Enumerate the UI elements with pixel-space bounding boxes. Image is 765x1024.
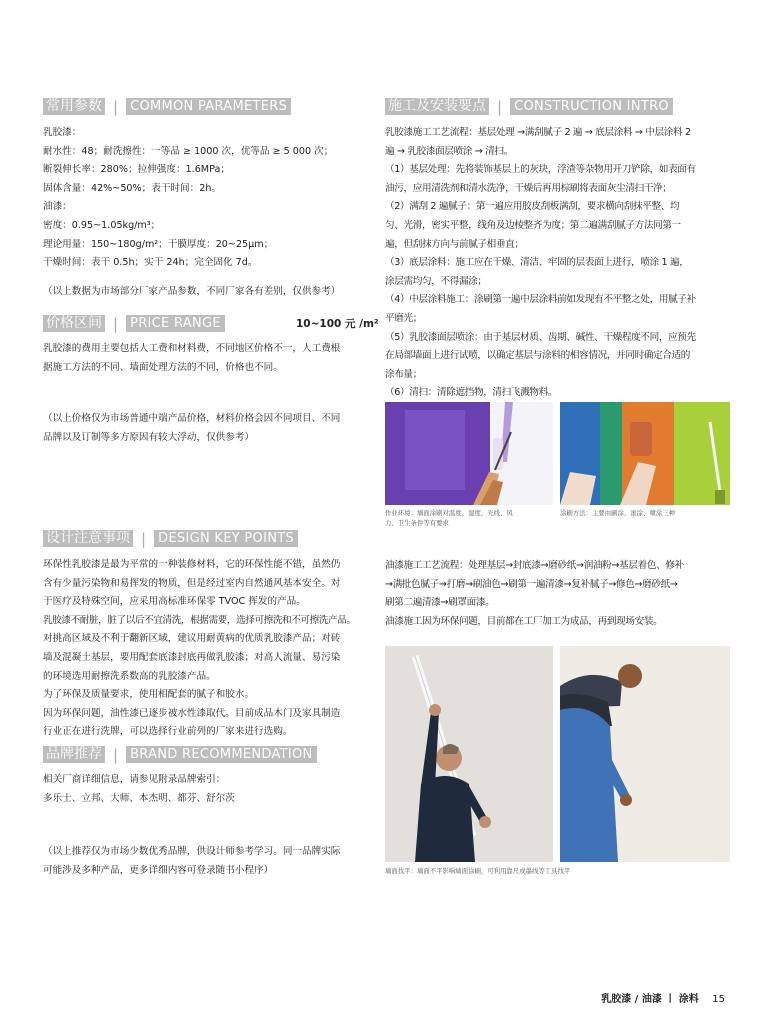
- text-line: 涂布量；: [385, 368, 422, 380]
- text-line: 因为环保问题，油性漆已逐步被水性漆取代。目前成品木门及家具制造: [43, 707, 341, 719]
- header-en: CONSTRUCTION INTRO: [510, 98, 673, 115]
- price-range-value: 10~100 元 /m²: [296, 318, 379, 330]
- caption-line: 作业环境：墙面涂刷对温度、湿度、光线、风: [385, 509, 513, 517]
- text-line: 匀、光滑，密实平整，线角及边棱整齐为度；第二遍满刮腻子方法同第一: [385, 219, 681, 231]
- header-en: COMMON PARAMETERS: [126, 98, 291, 115]
- text-line: 理论用量：150~180g/m²；干膜厚度：20~25μm；: [43, 238, 274, 250]
- text-line: 乳胶漆施工工艺流程：基层处理 →满刮腻子 2 遍 → 底层涂料 → 中层涂料 2: [385, 127, 691, 138]
- price-text: [43, 340, 340, 377]
- text-line: 涂层需均匀，不得漏涂；: [385, 275, 487, 287]
- text-line: 油漆施工工艺流程：处理基层→封底漆→磨砂纸→润油粉→基层着色、修补: [385, 560, 684, 571]
- text-line: （3）底层涂料：施工应在干燥、清洁、牢固的层表面上进行，喷涂 1 遍，: [385, 257, 689, 269]
- text-line: 对挑高区域及不利于翻新区域，建议用耐黄病的优质乳胶漆产品；对砖: [43, 633, 341, 645]
- photo-caption: 涂刷方法：主要由刷涂、滚涂、喷涂三种: [560, 509, 676, 517]
- oil-paint-text: [385, 557, 684, 631]
- text-line: 油漆施工因为环保问题，目前都在工厂加工为成品，再到现场安装。: [385, 615, 663, 627]
- header-zh: 设计注意事项: [43, 530, 133, 547]
- photo-worker-blue-shirt: [560, 646, 730, 862]
- price-note: [43, 410, 340, 447]
- header-divider: |: [497, 97, 503, 116]
- text-line: 干燥时间：表干 0.5h；实干 24h；完全固化 7d。: [43, 257, 258, 269]
- design-text: [43, 556, 356, 742]
- text-line: （4）中层涂料施工：涂刷第一遍中层涂料前如发现有不平整之处，用腻子补: [385, 294, 696, 306]
- text-line: 在局部墙面上进行试喷，以确定基层与涂料的相容情况，并同时确定合适的: [385, 350, 691, 362]
- footer-section-title: 乳胶漆 / 油漆 丨 涂料: [601, 994, 699, 1005]
- text-line: 乳胶漆不耐脏，脏了以后不宜清洗，根据需要，选择可擦洗和不可擦洗产品。: [43, 614, 356, 626]
- photo-worker-leveling-wall: [385, 646, 553, 862]
- photo-caption: 墙面找平：墙面不平影响墙面涂刷，可利用靠尺或墨线等工具找平: [385, 867, 571, 875]
- photo-caption: [385, 508, 555, 528]
- text-line: 为了环保及质量要求，使用相配套的腻子和胶水。: [43, 689, 255, 701]
- note-line: （以上推荐仅为市场少数优秀品牌，供设计师参考学习。同一品牌实际: [43, 846, 341, 857]
- text-line: 行业正在进行洗牌，可以选择行业前列的厂家来进行选购。: [43, 726, 293, 738]
- text-line: 刷第二遍清漆→刷罩面漆。: [385, 597, 495, 609]
- page-number: 15: [712, 994, 725, 1005]
- brand-note: [43, 843, 340, 880]
- note-line: 可能涉及多种产品，更多详细内容可登录随书小程序）: [43, 864, 274, 876]
- note-line: （以上数据为市场部分厂家产品参数，不同厂家各有差别，仅供参考）: [43, 286, 341, 297]
- header-en: DESIGN KEY POINTS: [154, 530, 298, 547]
- section-header-price: [43, 315, 225, 332]
- photo-purple-wall-painting: [385, 402, 553, 505]
- text-line: 含有少量污染物和易挥发的物质，但是经过室内自然通风基本安全。对: [43, 577, 341, 589]
- section-header-parameters: [43, 98, 291, 115]
- header-zh: 常用参数: [43, 98, 105, 115]
- text-line: 于医疗及特殊空间，应采用高标准环保零 TVOC 挥发的产品。: [43, 596, 306, 608]
- header-zh: 施工及安装要点: [385, 98, 489, 115]
- text-line: （1）基层处理：先将装饰基层上的灰块，浮渣等杂物用开刀铲除，如表面有: [385, 164, 696, 176]
- text-line: 墙及混凝土基层，要用配套底漆封底再做乳胶漆；对高人流量、易污染: [43, 651, 341, 663]
- parameters-note: [43, 283, 340, 302]
- caption-line: 力、卫生条件等有要求: [385, 519, 449, 527]
- text-line: 断裂伸长率：280%；拉伸强度：1.6MPa；: [43, 164, 230, 176]
- text-line: 遍，但刮抹方向与前腻子相垂直；: [385, 238, 524, 250]
- text-line: 耐水性：48；耐洗擦性：一等品 ≥ 1000 次，优等品 ≥ 5 000 次；: [43, 145, 334, 157]
- text-line: 多乐士、立邦、大师、本杰明、都芬、舒尔茨: [43, 792, 235, 804]
- text-line: 密度：0.95~1.05kg/m³；: [43, 219, 161, 231]
- header-divider: |: [113, 314, 119, 333]
- text-line: 据施工方法的不同、墙面处理方法的不同，价格也不同。: [43, 361, 283, 373]
- section-header-design: [43, 530, 298, 547]
- construction-text: [385, 124, 730, 403]
- text-line: 油污，应用清洗剂和清水洗净，干燥后再用棕刷将表面灰尘清扫干净；: [385, 182, 672, 194]
- text-line: 固体含量：42%~50%；表干时间：2h。: [43, 182, 221, 194]
- header-zh: 品牌推荐: [43, 746, 105, 763]
- header-divider: |: [113, 745, 119, 764]
- header-divider: |: [141, 529, 147, 548]
- header-en: PRICE RANGE: [126, 315, 225, 332]
- parameters-text: [43, 124, 363, 273]
- text-line: （5）乳胶漆面层喷涂：由于基层材质、齿期、碱性、干燥程度不同，应预先: [385, 331, 696, 343]
- brand-text: [43, 771, 235, 808]
- text-line: 环保性乳胶漆是最为平常的一种装修材料，它的环保性能不错，虽然仍: [43, 559, 341, 570]
- photo-colorful-wall-roller: [560, 402, 730, 505]
- page-footer: [601, 990, 725, 1005]
- section-header-construction: [385, 98, 673, 115]
- text-line: 相关厂商详细信息，请参见附录品牌索引：: [43, 774, 226, 785]
- note-line: （以上价格仅为市场普通中端产品价格，材料价格会因不同项目、不同: [43, 413, 341, 424]
- header-en: BRAND RECOMMENDATION: [126, 746, 317, 763]
- text-line: 遍 → 乳胶漆面层喷涂 → 清扫。: [385, 145, 513, 157]
- section-header-brand: [43, 746, 317, 763]
- text-line: 的环境选用耐擦洗系数高的乳胶漆产品。: [43, 670, 216, 682]
- text-line: （6）清扫：清除遮挡物，清扫飞溅物料。: [385, 387, 558, 399]
- header-divider: |: [113, 97, 119, 116]
- header-zh: 价格区间: [43, 315, 105, 332]
- text-line: 乳胶漆：: [43, 127, 82, 138]
- text-line: 平磨光；: [385, 312, 422, 324]
- note-line: 品牌以及订制等多方原因有较大浮动，仅供参考）: [43, 431, 255, 443]
- text-line: 油漆：: [43, 201, 72, 213]
- text-line: （2）满刮 2 遍腻子：第一遍应用胶皮刮板满刮，要求横向刮抹平整、均: [385, 201, 680, 213]
- text-line: →满批色腻子→打磨→刷油色→刷第一遍清漆→复补腻子→修色→磨砂纸→: [385, 578, 678, 590]
- text-line: 乳胶漆的费用主要包括人工费和材料费，不同地区价格不一，人工费根: [43, 343, 341, 354]
